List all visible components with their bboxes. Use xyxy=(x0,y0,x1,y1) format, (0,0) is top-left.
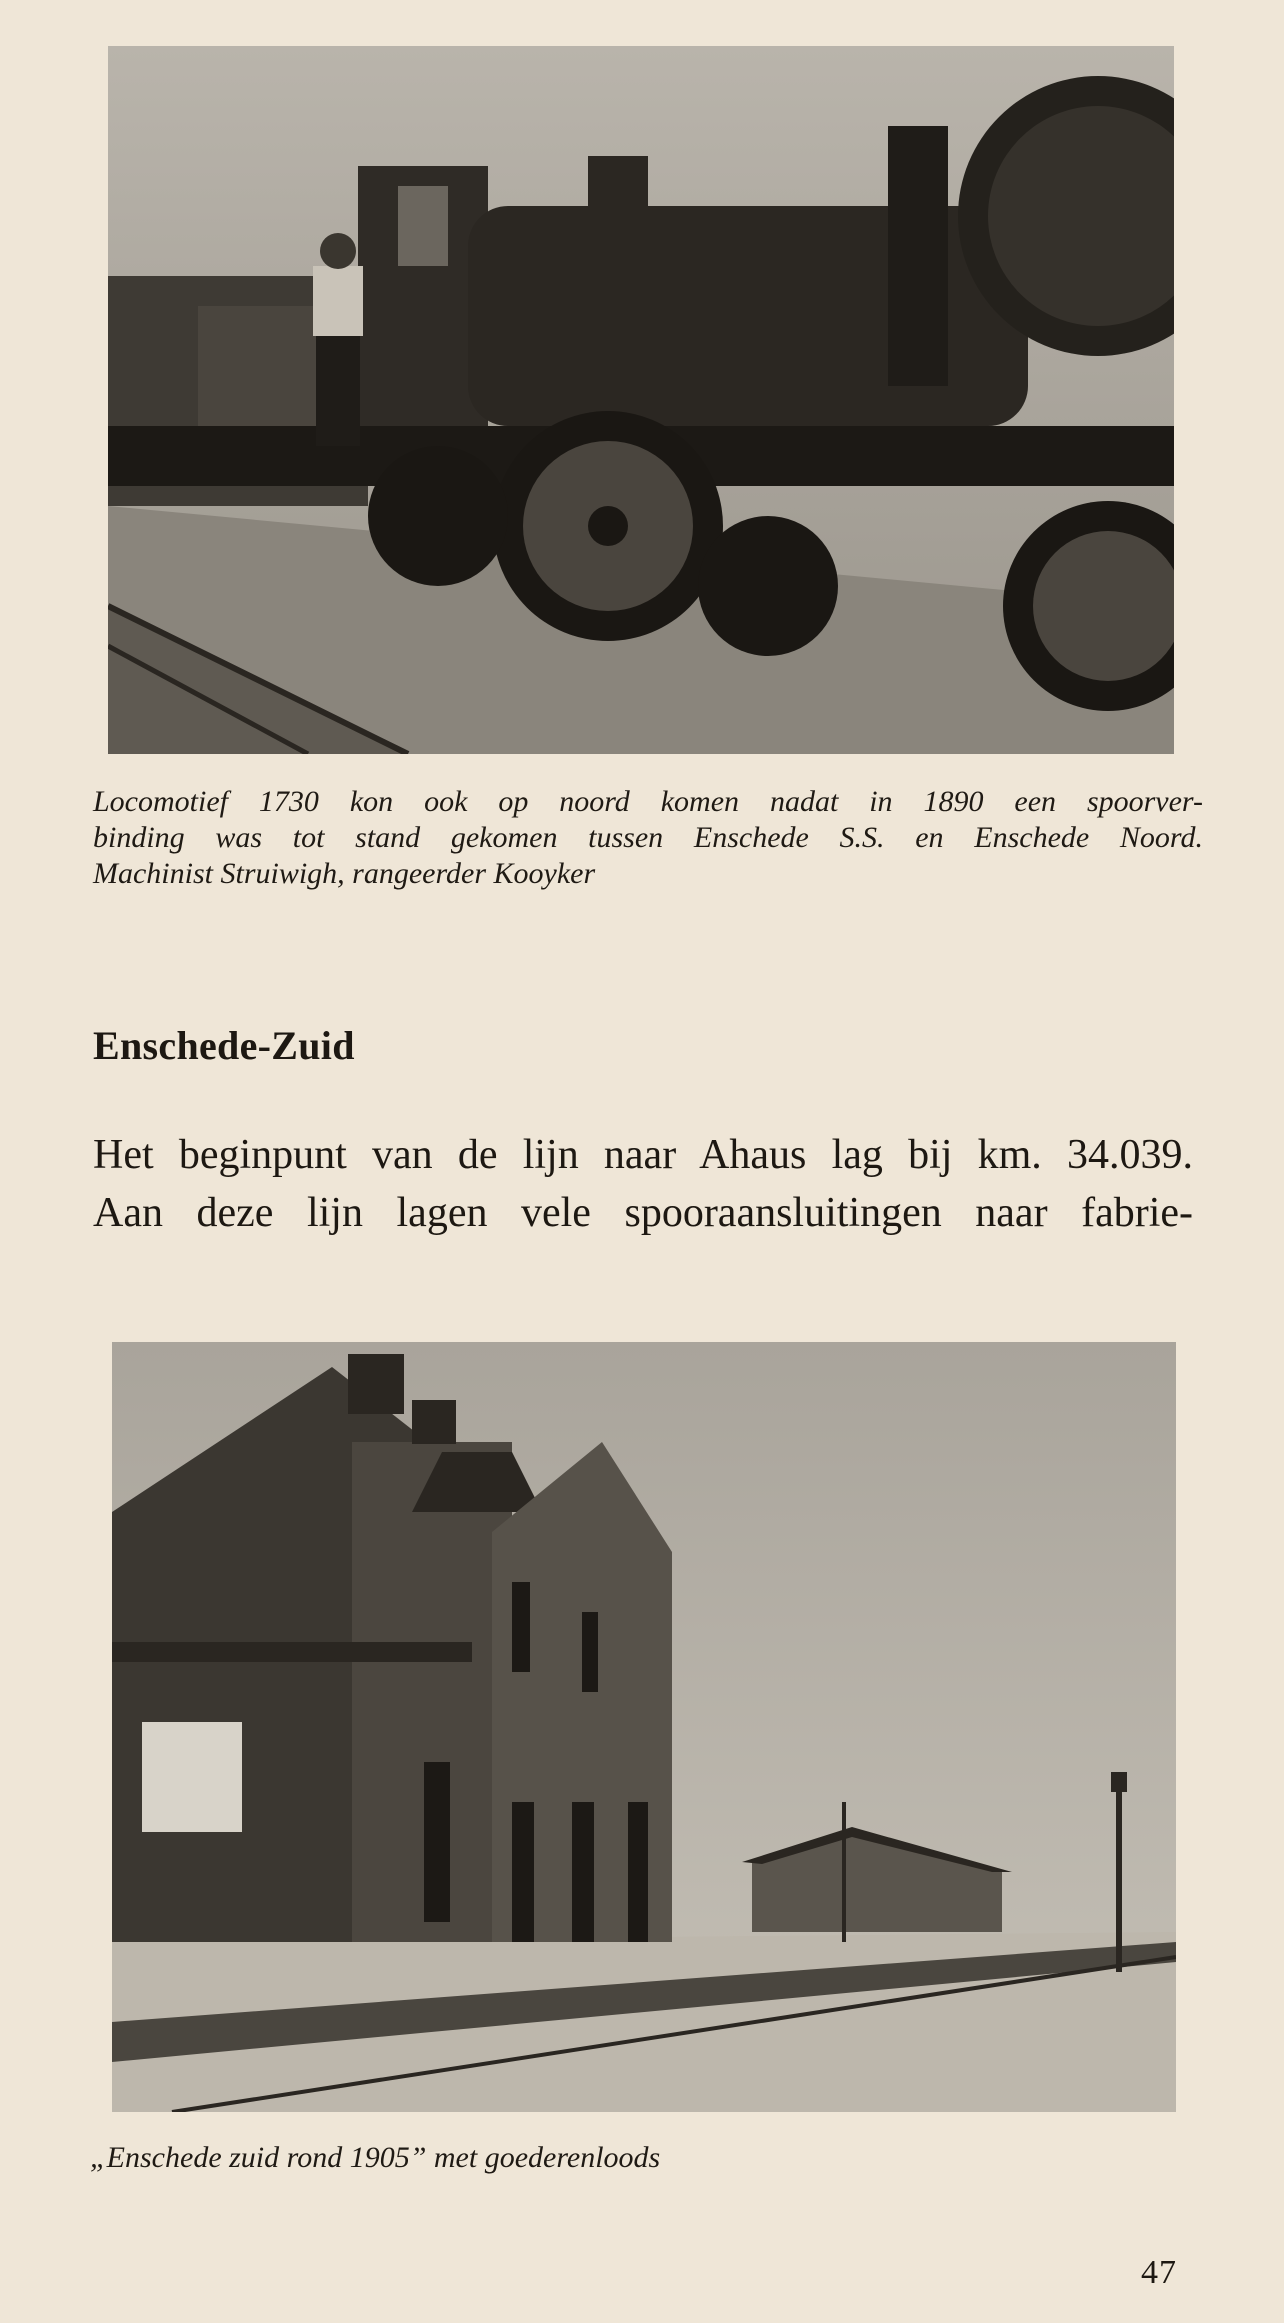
section-heading: Enschede-Zuid xyxy=(93,1023,355,1068)
locomotive-photo xyxy=(108,46,1174,754)
body-paragraph xyxy=(93,1126,1193,1242)
body-line: Aan deze lijn lagen vele spooraansluitingen naar fabrie- xyxy=(93,1190,1193,1236)
page-number: 47 xyxy=(1141,2254,1177,2291)
caption-line: Machinist Struiwigh, rangeerder Kooyker xyxy=(93,857,596,890)
station-photo xyxy=(112,1342,1176,2112)
caption-line: Locomotief 1730 kon ook op noord komen nadat in 1890 een spoorver- xyxy=(93,785,1203,818)
bottom-photo-caption: „Enschede zuid rond 1905” met goederenloods xyxy=(90,2141,661,2174)
caption-line: binding was tot stand gekomen tussen Enschede S.S. en Enschede Noord. xyxy=(93,821,1203,854)
body-line: Het beginpunt van de lijn naar Ahaus lag bij km. 34.039. xyxy=(93,1132,1193,1178)
top-photo-caption xyxy=(93,784,1203,892)
